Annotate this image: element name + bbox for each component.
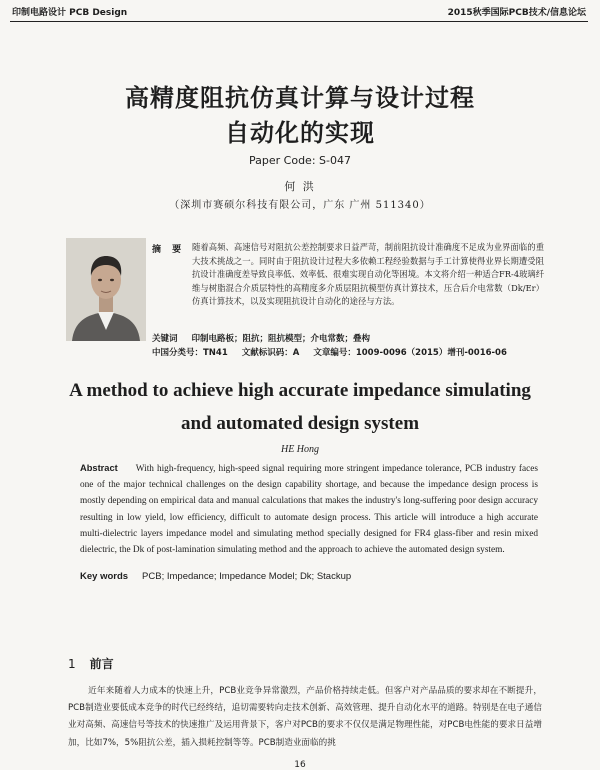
title-en-line2: and automated design system xyxy=(180,413,420,434)
keywords-en-text: PCB; Impedance; Impedance Model; Dk; Stackup xyxy=(142,571,352,582)
keywords-cn-text: 印制电路板；阻抗；阻抗模型；介电常数；叠构 xyxy=(191,334,371,344)
header-left-text: 印制电路设计 PCB Design xyxy=(12,8,128,18)
author-portrait-icon xyxy=(66,238,146,341)
author-cn: 何 洪 xyxy=(284,180,316,193)
section-title: 前言 xyxy=(89,657,114,671)
article-number: 文章编号：1009-0096（2015）增刊-0016-06 xyxy=(313,348,507,358)
header-rule xyxy=(10,21,588,22)
keywords-cn xyxy=(152,332,384,344)
abstract-en-text: With high-frequency, high-speed signal requiring more stringent impedance tolerance, PCB industry faces one of the major technical challenges on the design capability shortage, and because the impedance design process is mostly depending on empirical data and manual calculations that makes the industry's long-suffering poor design accuracy resulting in low yield, low efficiency, difficult to automate design process. This article will introduce a high accurate multi-dielectric layers impedance model and simulating method specially designed for FR4 glass-fiber and resin mixed dielectric, the Dk of post-lamination simulating method and the approach to achieve the automated design system. xyxy=(80,464,538,556)
header-right-text: 2015秋季国际PCB技术/信息论坛 xyxy=(447,8,586,18)
abstract-cn-text: 随着高频、高速信号对阻抗公差控制要求日益严苛，制前阻抗设计准确度不足成为业界面临的重大技术挑战之一。同时由于阻抗设计过程大多依赖工程经验数据与手工计算使得业界长期遭受阻抗设计准确度差导致良率低、效率低、很难实现自动化等困境。本文将介绍一种适合FR-4玻璃纤维与树脂混合介质层特性的高精度多介质层阻抗模型仿真计算技术，压合后介电常数（Dk/Er）仿真计算技术，以及实现阻抗设计自动化的途径与方法。 xyxy=(192,242,544,307)
keywords-en-label: Key words xyxy=(80,571,129,582)
paper-code: Paper Code: S-047 xyxy=(249,154,351,167)
author-en: HE Hong xyxy=(280,444,320,455)
abstract-en-label: Abstract xyxy=(80,463,118,473)
document-code: 文献标识码：A xyxy=(241,348,300,358)
classification-row xyxy=(152,346,521,358)
title-en-line1: A method to achieve high accurate impedance simulating xyxy=(69,380,531,401)
title-cn-line2: 自动化的实现 xyxy=(225,119,375,147)
keywords-en xyxy=(80,571,351,582)
section-heading xyxy=(68,655,114,672)
author-photo xyxy=(66,238,146,341)
page-header xyxy=(0,0,600,26)
abstract-en xyxy=(80,460,538,558)
title-cn-line1: 高精度阻抗仿真计算与设计过程 xyxy=(125,84,475,112)
section-number: 1 xyxy=(68,657,76,671)
affiliation-cn: （深圳市赛硕尔科技有限公司，广东 广州 511340） xyxy=(169,200,431,211)
section-body-text: 近年来随着人力成本的快速上升，PCB业竞争异常激烈，产品价格持续走低。但客户对产品品质的要求却在不断提升，PCB制造业要低成本竞争的时代已经终结，追切需要转向走技术创新、高效管理、提升自动化水平的道路。特别是在电子通信业对高频、高速信号等技术的快速推广及运用背景下，客户对PCB的要求不仅仅是满足物理性能，对PCB电性能的要求日益增加，比如7%，5%阻抗公差，插入损耗控制等等。PCB制造业面临的挑 xyxy=(68,686,542,748)
abstract-cn-label: 摘 要 xyxy=(152,245,186,255)
keywords-cn-label: 关键词 xyxy=(152,334,178,344)
page-number: 16 xyxy=(294,760,306,770)
section-body xyxy=(68,683,542,752)
class-number: 中国分类号：TN41 xyxy=(152,348,228,358)
